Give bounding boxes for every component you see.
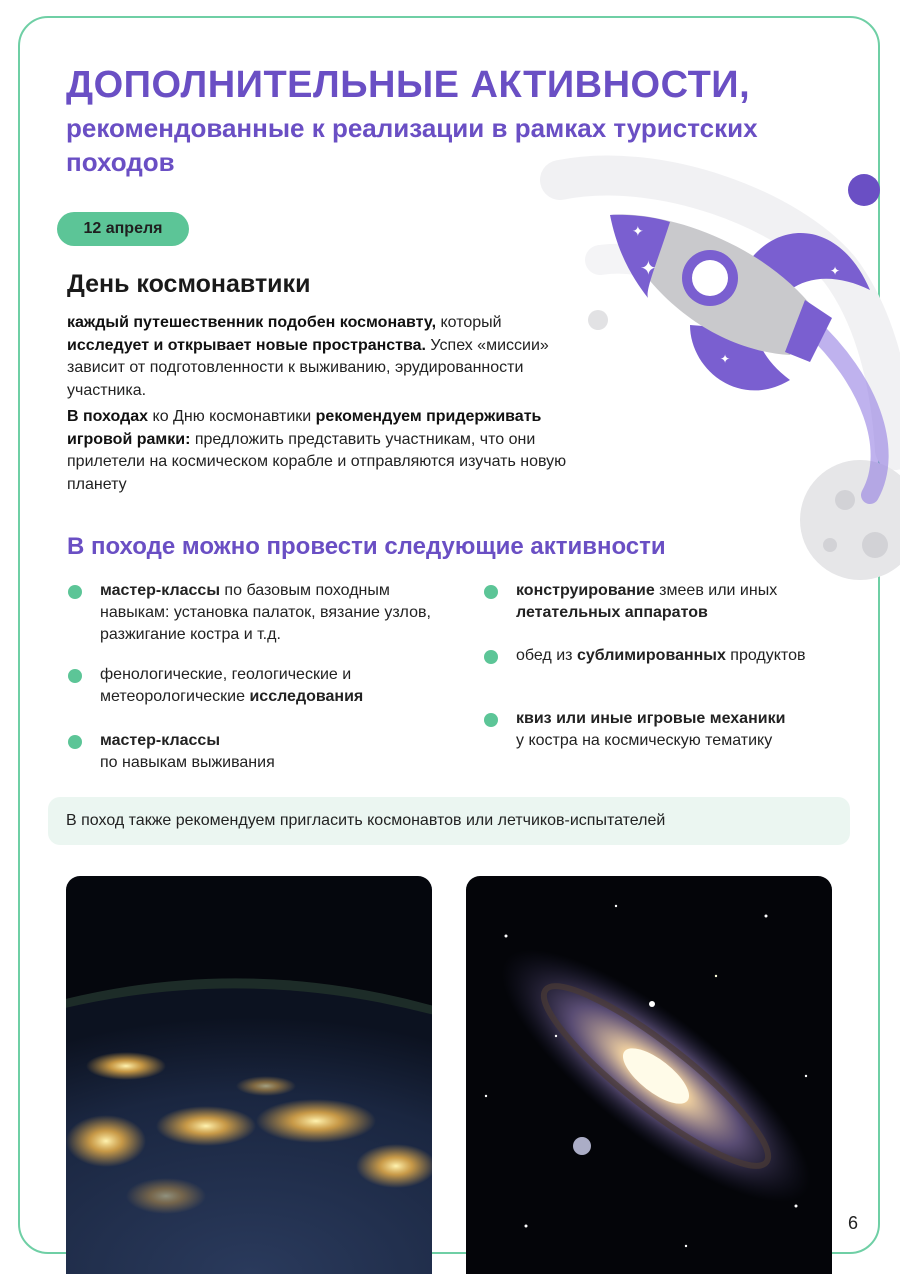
bullet-dot-icon [484, 585, 498, 599]
date-badge: 12 апреля [57, 212, 189, 246]
page-number: 6 [848, 1213, 859, 1233]
activities-title: В походе можно провести следующие активности [67, 533, 666, 560]
bullet-dot-icon [68, 669, 82, 683]
bullet-dot-icon [484, 650, 498, 664]
earth-night-photo [66, 876, 432, 1274]
bullet-dot-icon [68, 585, 82, 599]
page-title: ДОПОЛНИТЕЛЬНЫЕ АКТИВНОСТИ, [66, 64, 751, 106]
section-title: День космонавтики [67, 270, 311, 298]
bullet-dot-icon [484, 713, 498, 727]
list-item: фенологические, геологические и метеорологические исследования [100, 664, 460, 708]
bullet-dot-icon [68, 735, 82, 749]
list-item: конструирование змеев или иных летательных аппаратов [516, 580, 846, 624]
list-item: мастер-классы по навыкам выживания [100, 730, 460, 774]
svg-text:✦: ✦ [640, 258, 657, 280]
page-subtitle: рекомендованные к реализации в рамках туристских походов [66, 113, 758, 177]
hike-paragraph: В походах ко Дню космонавтики рекомендуем придерживать игровой рамки: предложить представить участникам, что они прилетели на космическом корабле и отправляются изучать новую планету [67, 408, 567, 493]
svg-text:✦: ✦ [720, 352, 731, 366]
list-item: обед из сублимированных продуктов [516, 645, 846, 667]
recommendation-note: В поход также рекомендуем пригласить космонавтов или летчиков-испытателей [48, 797, 850, 845]
list-item: мастер-классы по базовым походным навыкам: установка палаток, вязание узлов, разжигание костра и т.д. [100, 580, 460, 646]
galaxy-photo [466, 876, 832, 1274]
rocket-illustration [540, 150, 900, 585]
svg-text:✦: ✦ [830, 264, 841, 278]
small-planet-icon [848, 174, 880, 206]
svg-text:✦: ✦ [632, 223, 644, 239]
intro-paragraph: каждый путешественник подобен космонавту, который исследует и открывает новые пространства. Успех «миссии» зависит от подготовленности к выживанию, эрудированности участника. [67, 314, 549, 399]
list-item: квиз или иные игровые механики у костра на космическую тематику [516, 708, 856, 752]
